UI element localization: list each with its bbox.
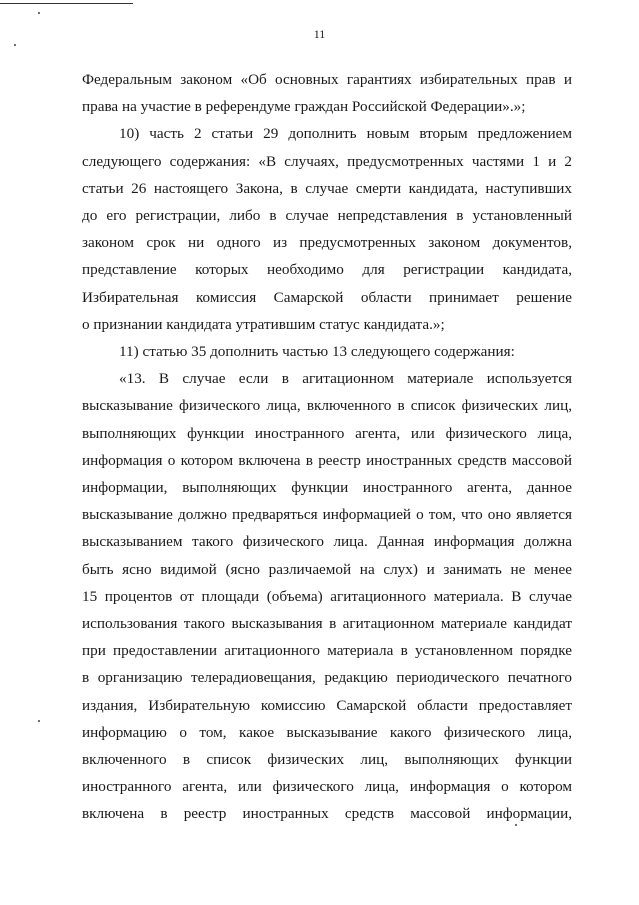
scan-speck bbox=[38, 720, 40, 722]
text-line: высказыванием такого физического лица. Данная информация должна bbox=[82, 533, 572, 551]
text-line: «13. В случае если в агитационном материале используется bbox=[119, 370, 572, 388]
page-number: 11 bbox=[313, 27, 326, 41]
text-line: 11) статью 35 дополнить частью 13 следующего содержания: bbox=[119, 343, 515, 361]
text-line: в организацию телерадиовещания, редакцию периодического печатного bbox=[82, 669, 572, 687]
text-line: 10) часть 2 статьи 29 дополнить новым вторым предложением bbox=[119, 125, 572, 143]
body-text bbox=[82, 66, 572, 828]
text-line: представление которых необходимо для регистрации кандидата, bbox=[82, 261, 572, 279]
text-line: информации, выполняющих функции иностранного агента, данное bbox=[82, 479, 572, 497]
text-line: использования такого высказывания в агитационном материале кандидат bbox=[82, 615, 572, 633]
text-line: высказывание должно предваряться информацией о том, что оно является bbox=[82, 506, 572, 524]
text-line: информация о котором включена в реестр иностранных средств массовой bbox=[82, 451, 572, 469]
text-line: до его регистрации, либо в случае непредставления в установленный bbox=[82, 207, 572, 225]
text-line: информацию о том, какое высказывание какого физического лица, bbox=[82, 723, 572, 741]
text-line: законом срок ни одного из предусмотренных законом документов, bbox=[82, 234, 572, 252]
text-line: 15 процентов от площади (объема) агитационного материала. В случае bbox=[82, 587, 572, 605]
text-line: статьи 26 настоящего Закона, в случае смерти кандидата, наступивших bbox=[82, 179, 572, 197]
text-line: иностранного агента, или физического лица, информация о котором bbox=[82, 778, 572, 796]
text-line: при предоставлении агитационного материала в установленном порядке bbox=[82, 642, 572, 660]
text-line: быть ясно видимой (ясно различаемой на слух) и занимать не менее bbox=[82, 560, 572, 578]
text-line: права на участие в референдуме граждан Российской Федерации».»; bbox=[82, 98, 526, 116]
text-line: включенного в список физических лиц, выполняющих функции bbox=[82, 751, 572, 769]
text-line: Федеральным законом «Об основных гарантиях избирательных прав и bbox=[82, 71, 572, 88]
scan-speck bbox=[38, 12, 40, 14]
text-line: включена в реестр иностранных средств массовой информации, bbox=[82, 805, 572, 823]
text-line: высказывание физического лица, включенного в список физических лиц, bbox=[82, 397, 572, 415]
text-line: о признании кандидата утратившим статус кандидата.»; bbox=[82, 315, 445, 333]
scan-speck bbox=[14, 44, 16, 46]
text-line: издания, Избирательную комиссию Самарской области предоставляет bbox=[82, 696, 572, 714]
scan-artifact-line bbox=[0, 3, 133, 4]
text-line: следующего содержания: «В случаях, предусмотренных частями 1 и 2 bbox=[82, 152, 572, 170]
text-line: выполняющих функции иностранного агента, или физического лица, bbox=[82, 424, 572, 442]
text-line: Избирательная комиссия Самарской области принимает решение bbox=[82, 288, 572, 306]
